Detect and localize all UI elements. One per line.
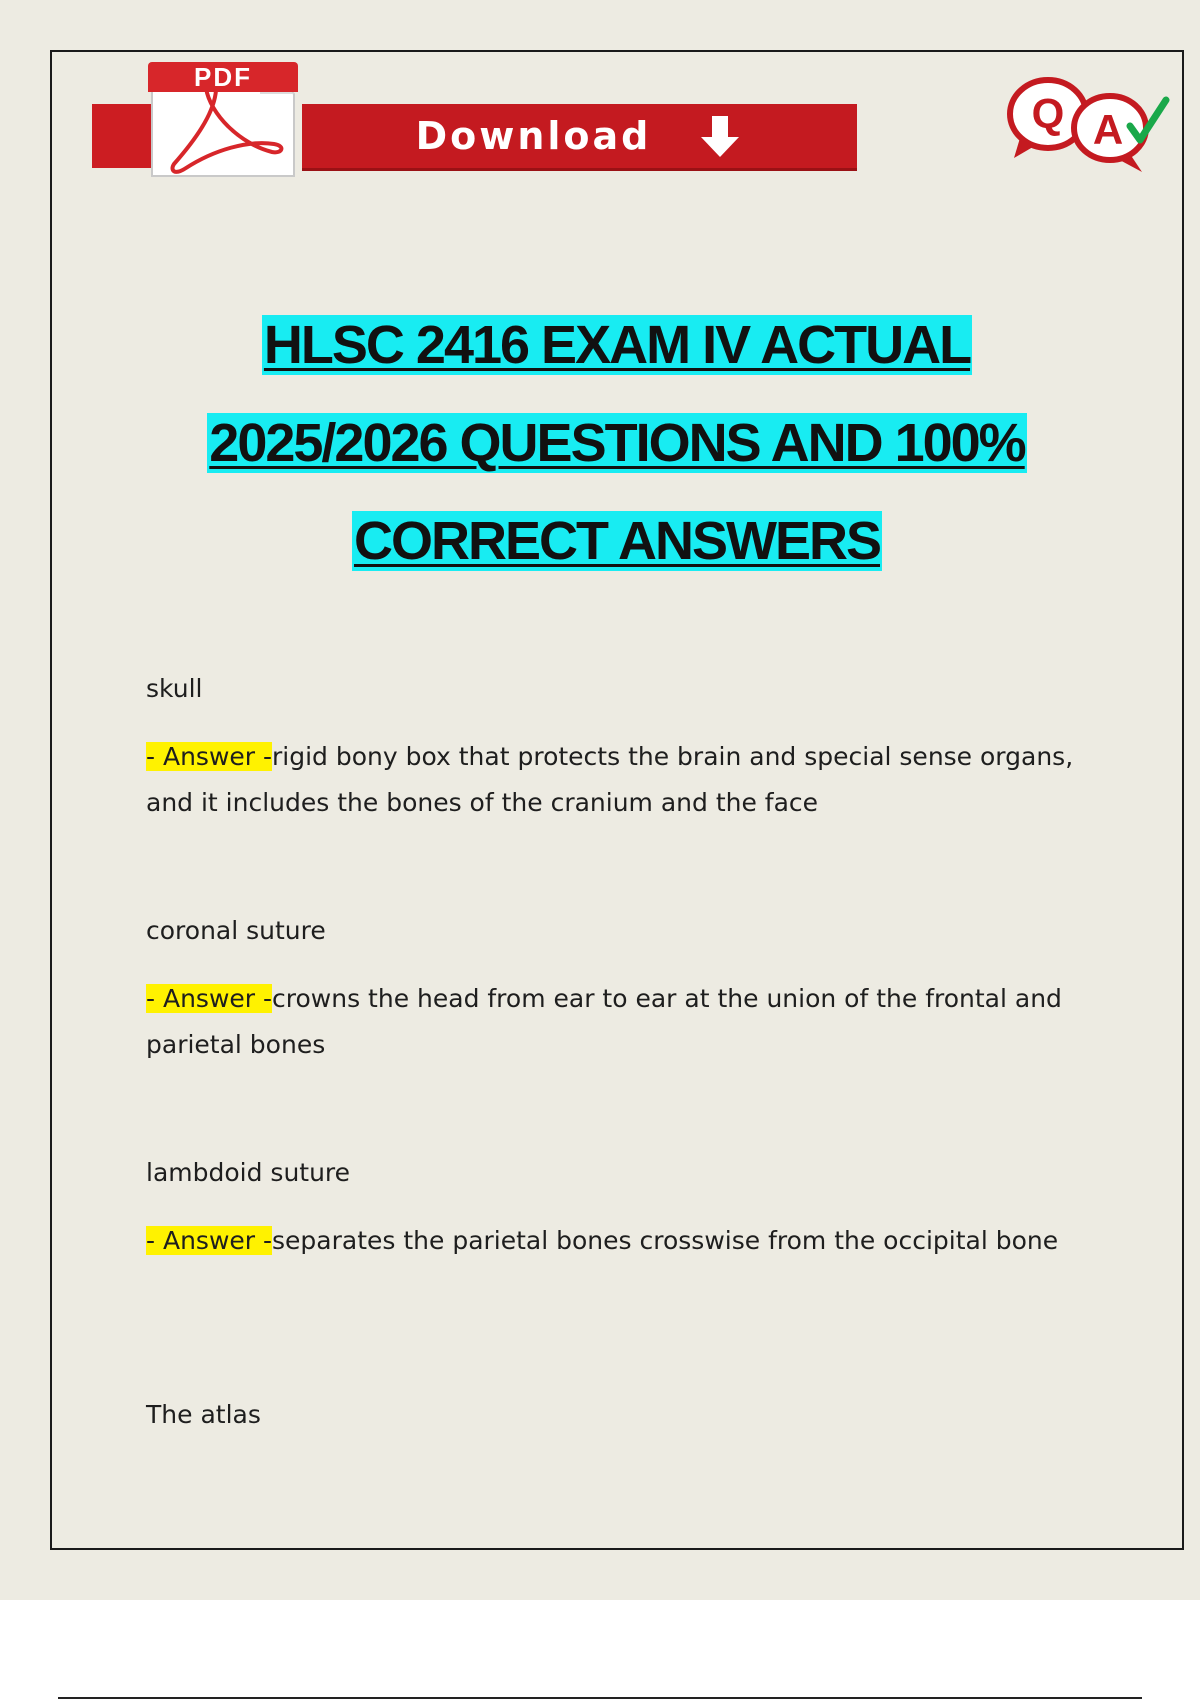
banner-left-block xyxy=(92,104,152,168)
qa-item xyxy=(146,1398,1076,1432)
document-title xyxy=(60,296,1174,590)
qa-item xyxy=(146,1156,1076,1264)
qa-logo-icon xyxy=(1004,74,1172,174)
answer-label: - Answer - xyxy=(146,742,273,771)
logo-letter-a: A xyxy=(1092,106,1124,153)
answer-text: - Answer -rigid bony box that protects the brain and special sense organs, and it includes the bones of the cranium and the face xyxy=(146,742,1074,817)
pdf-file-icon xyxy=(144,60,304,178)
question-term: lambdoid suture xyxy=(146,1158,351,1187)
question-term: The atlas xyxy=(146,1400,261,1429)
question-term: coronal suture xyxy=(146,916,326,945)
title-line-1: HLSC 2416 EXAM IV ACTUAL xyxy=(263,315,971,375)
qa-item xyxy=(146,672,1076,826)
download-bar[interactable] xyxy=(302,104,857,171)
answer-text: - Answer -separates the parietal bones crosswise from the occipital bone xyxy=(146,1226,1059,1255)
qa-item xyxy=(146,914,1076,1068)
pdf-download-banner[interactable] xyxy=(92,60,862,180)
answer-label: - Answer - xyxy=(146,1226,273,1255)
bottom-divider xyxy=(58,1697,1142,1699)
pdf-tab-label: PDF xyxy=(148,62,298,92)
answer-label: - Answer - xyxy=(146,984,273,1013)
title-line-3: CORRECT ANSWERS xyxy=(353,511,880,571)
download-label: Download xyxy=(415,114,652,158)
title-line-2: 2025/2026 QUESTIONS AND 100% xyxy=(209,413,1025,473)
download-arrow-icon xyxy=(697,113,743,159)
logo-letter-q: Q xyxy=(1031,90,1065,137)
question-term: skull xyxy=(146,674,203,703)
answer-text: - Answer -crowns the head from ear to ear at the union of the frontal and parietal bones xyxy=(146,984,1062,1059)
